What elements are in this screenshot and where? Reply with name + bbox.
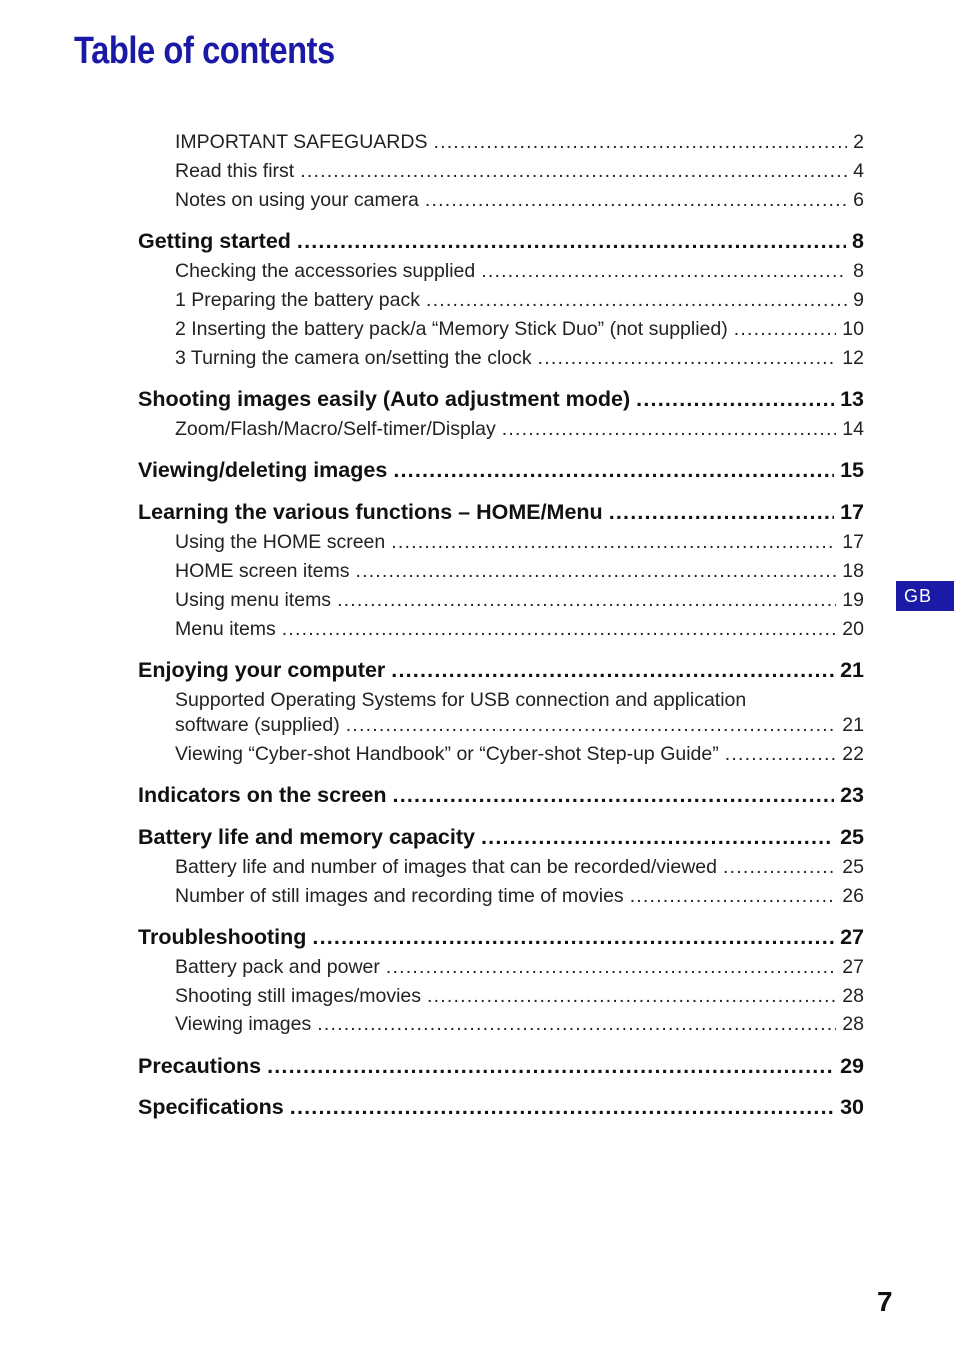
toc-section-label: Battery life and memory capacity [138, 825, 475, 849]
toc-entry-label: Read this first [175, 160, 295, 182]
toc-entry-label-line[interactable]: Supported Operating Systems for USB connection and application [175, 689, 747, 711]
toc-entry[interactable] [175, 985, 864, 1008]
toc-entry[interactable] [175, 347, 864, 370]
toc-entry-label: HOME screen items [175, 560, 350, 582]
toc-entry-page: 26 [842, 885, 864, 907]
leader-dots [393, 458, 834, 483]
toc-entry[interactable] [175, 956, 864, 979]
leader-dots [391, 531, 836, 554]
toc-entry[interactable] [175, 318, 864, 341]
toc-entry-page: 4 [853, 160, 864, 182]
toc-section-page: 29 [840, 1054, 864, 1078]
toc-entry-label: 3 Turning the camera on/setting the clock [175, 347, 532, 369]
leader-dots [391, 658, 834, 683]
toc-section[interactable] [138, 658, 864, 683]
leader-dots [290, 1095, 834, 1120]
toc-entry[interactable] [175, 885, 864, 908]
page-title: Table of contents [74, 30, 335, 72]
leader-dots [267, 1054, 834, 1079]
toc-section-label: Enjoying your computer [138, 658, 386, 682]
toc-entry-label: Shooting still images/movies [175, 985, 422, 1007]
toc-entry-page: 19 [842, 589, 864, 611]
toc-entry-page: 22 [842, 743, 864, 765]
leader-dots [312, 925, 834, 950]
toc-entry[interactable] [175, 131, 864, 154]
toc-entry-page: 2 [853, 131, 864, 153]
toc-entry[interactable] [175, 160, 864, 183]
leader-dots [481, 260, 847, 283]
leader-dots [609, 500, 834, 525]
toc-section-label: Indicators on the screen [138, 783, 387, 807]
toc-entry[interactable] [175, 856, 864, 879]
leader-dots [426, 289, 847, 312]
toc-entry[interactable] [175, 418, 864, 441]
leader-dots [636, 387, 834, 412]
toc-section-label: Precautions [138, 1054, 262, 1078]
toc-entry-label: Zoom/Flash/Macro/Self-timer/Display [175, 418, 496, 440]
toc-entry-label: Checking the accessories supplied [175, 260, 476, 282]
leader-dots [337, 589, 836, 612]
page-number: 7 [877, 1286, 893, 1317]
toc-section[interactable] [138, 1095, 864, 1120]
leader-dots [481, 825, 834, 850]
toc-entry-label: 1 Preparing the battery pack [175, 289, 420, 311]
toc-entry-label: Viewing images [175, 1013, 312, 1035]
leader-dots [355, 560, 836, 583]
toc-entry-page: 8 [853, 260, 864, 282]
toc-entry[interactable] [175, 1013, 864, 1036]
leader-dots [386, 956, 836, 979]
toc-entry[interactable] [175, 289, 864, 312]
toc-section-label: Learning the various functions – HOME/Menu [138, 500, 603, 524]
toc-entry-page: 28 [842, 1013, 864, 1035]
toc-entry-page: 25 [842, 856, 864, 878]
toc-entry-page: 17 [842, 531, 864, 553]
toc-entry-page: 18 [842, 560, 864, 582]
toc-entry-page: 6 [853, 189, 864, 211]
toc-section[interactable] [138, 387, 864, 412]
toc-section[interactable] [138, 229, 864, 254]
toc-section-page: 23 [840, 783, 864, 807]
toc-section-label: Getting started [138, 229, 291, 253]
toc-section-label: Specifications [138, 1095, 284, 1119]
toc-entry[interactable] [175, 589, 864, 612]
leader-dots [502, 418, 837, 441]
toc-entry[interactable] [175, 189, 864, 212]
leader-dots [427, 985, 836, 1008]
toc-entry[interactable] [175, 531, 864, 554]
leader-dots [734, 318, 837, 341]
toc-entry[interactable] [175, 618, 864, 641]
leader-dots [723, 856, 836, 879]
toc-entry-page: 21 [842, 714, 864, 736]
toc-section-page: 17 [840, 500, 864, 524]
toc-entry[interactable] [175, 260, 864, 283]
toc-section-page: 8 [852, 229, 864, 253]
toc-entry-label: Viewing “Cyber-shot Handbook” or “Cyber-shot Step-up Guide” [175, 743, 719, 765]
toc-section[interactable] [138, 783, 864, 808]
leader-dots [433, 131, 847, 154]
toc-entry-label: 2 Inserting the battery pack/a “Memory Stick Duo” (not supplied) [175, 318, 728, 340]
toc-section-page: 25 [840, 825, 864, 849]
toc-entry-page: 10 [842, 318, 864, 340]
toc-entry-label: Notes on using your camera [175, 189, 419, 211]
toc-entry-label: Number of still images and recording time of movies [175, 885, 624, 907]
leader-dots [346, 714, 837, 737]
toc-section[interactable] [138, 825, 864, 850]
leader-dots [300, 160, 847, 183]
toc-entry-page: 12 [842, 347, 864, 369]
leader-dots [393, 783, 835, 808]
toc-entry-label: Using menu items [175, 589, 332, 611]
toc-entry[interactable] [175, 560, 864, 583]
toc-section-page: 13 [840, 387, 864, 411]
leader-dots [630, 885, 837, 908]
toc-section-label: Troubleshooting [138, 925, 307, 949]
toc-entry[interactable] [175, 743, 864, 766]
toc-entry-label: Battery life and number of images that can be recorded/viewed [175, 856, 717, 878]
language-tab: GB [896, 581, 954, 611]
toc-section-page: 30 [840, 1095, 864, 1119]
leader-dots [425, 189, 847, 212]
leader-dots [725, 743, 837, 766]
leader-dots [538, 347, 837, 370]
toc-section-page: 27 [840, 925, 864, 949]
leader-dots [297, 229, 846, 254]
toc-section[interactable] [138, 500, 864, 525]
leader-dots [317, 1013, 836, 1036]
toc-section-label: Shooting images easily (Auto adjustment mode) [138, 387, 631, 411]
toc-entry-label: software (supplied) [175, 714, 340, 736]
toc-entry[interactable] [175, 714, 864, 737]
toc-section[interactable] [138, 925, 864, 950]
toc-entry-label: Battery pack and power [175, 956, 380, 978]
toc-entry-label: IMPORTANT SAFEGUARDS [175, 131, 428, 153]
toc-section-page: 21 [840, 658, 864, 682]
toc-entry-page: 27 [842, 956, 864, 978]
toc-entry-page: 28 [842, 985, 864, 1007]
toc-section-page: 15 [840, 458, 864, 482]
leader-dots [282, 618, 837, 641]
toc-entry-page: 9 [853, 289, 864, 311]
toc-entry-label: Menu items [175, 618, 276, 640]
toc-entry-page: 20 [842, 618, 864, 640]
toc-entry-label: Using the HOME screen [175, 531, 386, 553]
toc-section[interactable] [138, 1054, 864, 1079]
toc-section[interactable] [138, 458, 864, 483]
toc-section-label: Viewing/deleting images [138, 458, 388, 482]
toc-entry-page: 14 [842, 418, 864, 440]
